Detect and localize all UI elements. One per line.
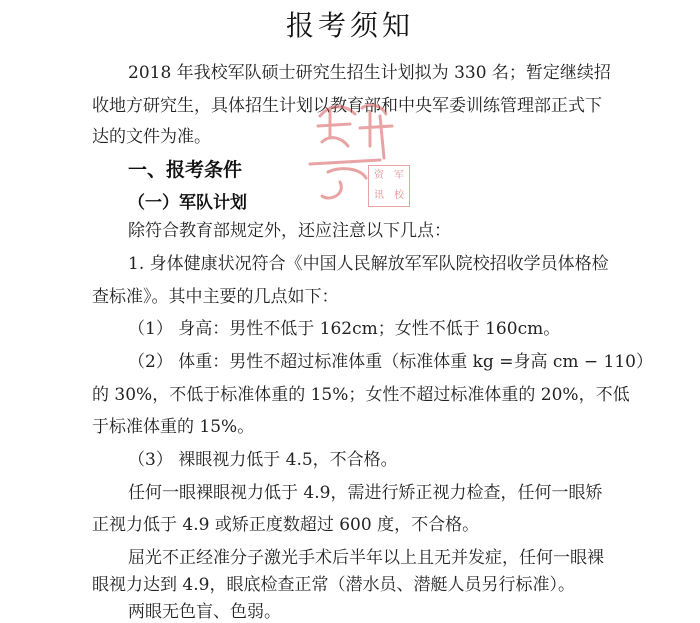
- seal-char-2: 军: [394, 170, 404, 181]
- body-line-8: （3） 裸眼视力低于 4.5，不合格。: [128, 450, 398, 470]
- subsection-heading-military: （一）军队计划: [128, 193, 247, 213]
- body-line-2: 1. 身体健康状况符合《中国人民解放军军队院校招收学员体格检: [128, 254, 609, 274]
- intro-line-3: 达的文件为准。: [92, 127, 211, 147]
- body-line-11: 屈光不正经准分子激光手术后半年以上且无并发症，任何一眼裸: [128, 548, 604, 568]
- body-line-5: （2） 体重：男性不超过标准体重（标准体重 kg =身高 cm − 110）: [128, 352, 653, 372]
- body-line-9: 任何一眼裸眼视力低于 4.9，需进行矫正视力检查，任何一眼矫: [128, 483, 603, 503]
- intro-line-2: 收地方研究生，具体招生计划以教育部和中央军委训练管理部正式下: [92, 96, 602, 116]
- section-heading-conditions: 一、报考条件: [128, 159, 243, 181]
- watermark: [300, 98, 430, 208]
- body-line-12: 眼视力达到 4.9，眼底检查正常（潜水员、潜艇人员另行标准）。: [92, 575, 575, 595]
- body-line-7: 于标准体重的 15%。: [92, 417, 255, 437]
- watermark-script-icon: [300, 98, 430, 208]
- body-line-3: 查标准》。其中主要的几点如下：: [92, 287, 339, 307]
- body-line-1: 除符合教育部规定外，还应注意以下几点：: [128, 221, 451, 241]
- body-line-13: 两眼无色盲、色弱。: [128, 602, 281, 622]
- body-line-6: 的 30%，不低于标准体重的 15%；女性不超过标准体重的 20%，不低: [92, 385, 630, 405]
- seal-char-4: 校: [394, 190, 404, 201]
- intro-line-1: 2018 年我校军队硕士研究生招生计划拟为 330 名；暂定继续招: [128, 63, 611, 83]
- body-line-10: 正视力低于 4.9 或矫正度数超过 600 度，不合格。: [92, 515, 480, 535]
- seal-char-3: 讯: [374, 190, 384, 201]
- body-line-4: （1） 身高：男性不低于 162cm；女性不低于 160cm。: [128, 319, 561, 339]
- seal-stamp: [368, 165, 410, 207]
- page-title: 报考须知: [285, 9, 414, 42]
- seal-char-1: 资: [374, 170, 384, 181]
